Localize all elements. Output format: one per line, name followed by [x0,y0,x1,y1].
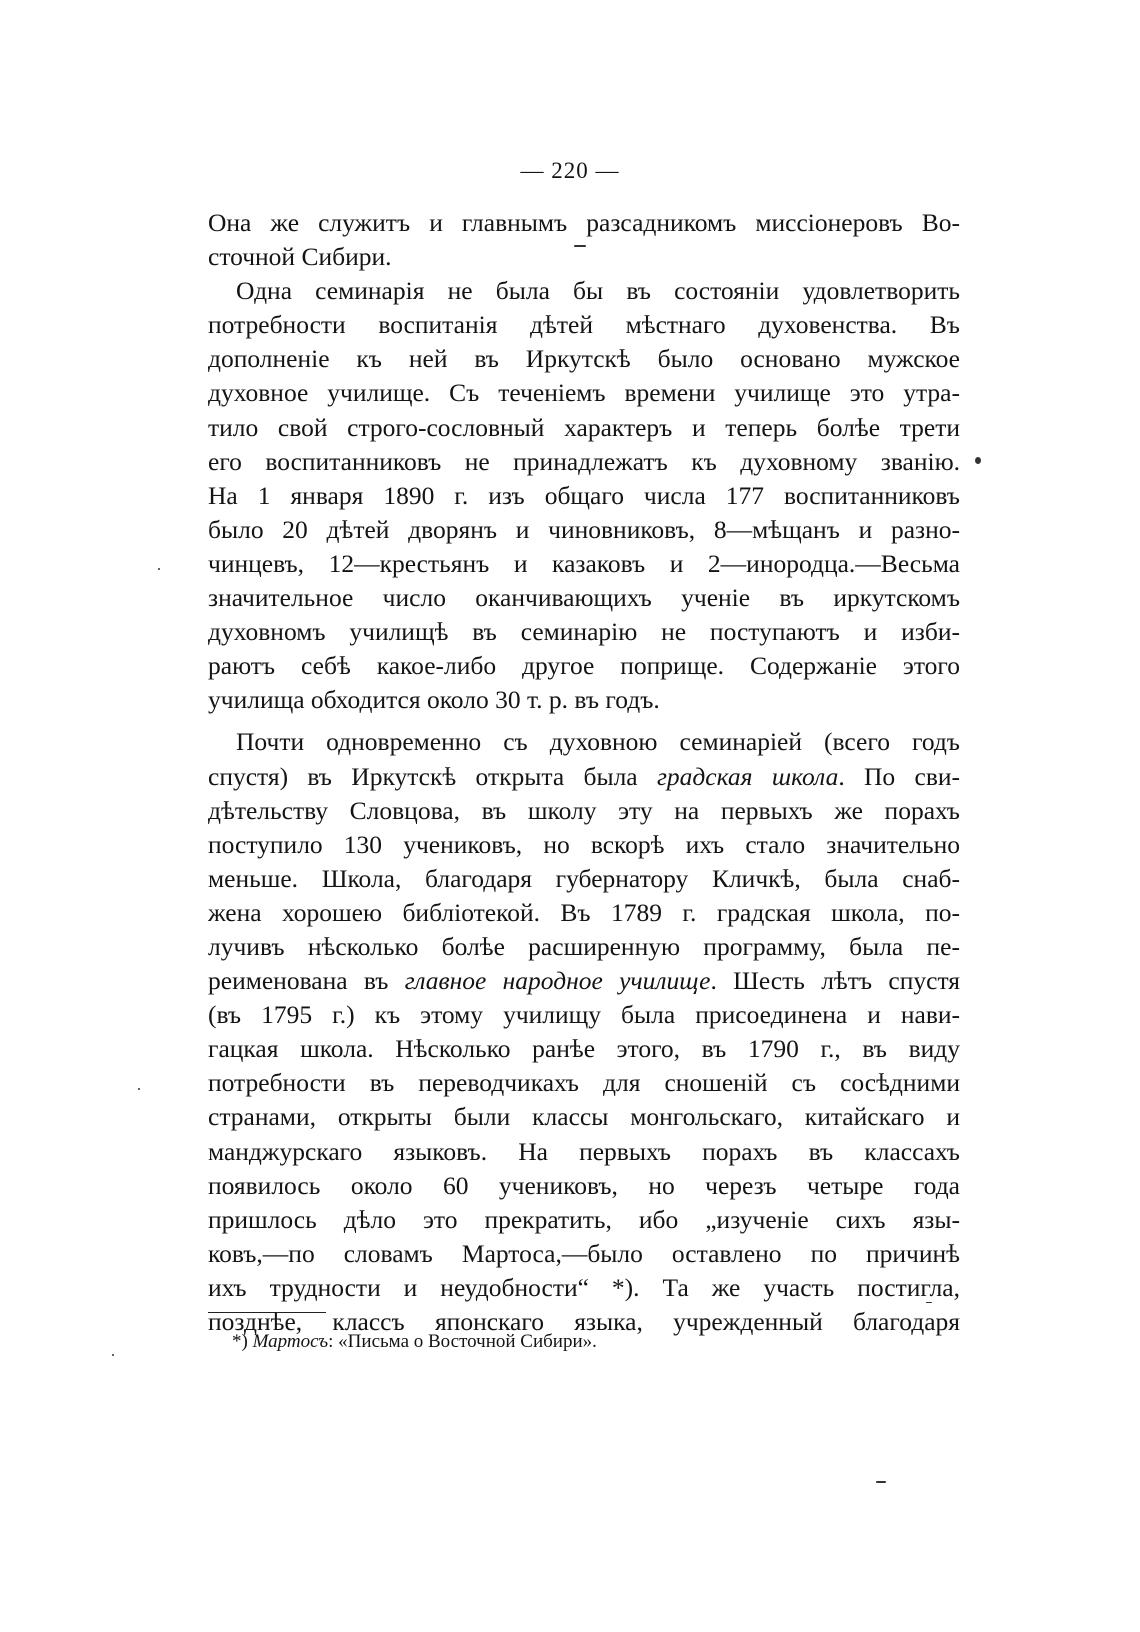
text-line: его воспитанниковъ не принадлежатъ къ духовному званію. [208,446,960,476]
text-line: училища обходится около 30 т. р. въ годъ. [208,685,660,715]
italic-term: градская школа [656,761,839,791]
text-line: ковъ,—по словамъ Мартоса,—было оставлено по причинѣ [208,1238,960,1268]
footnote-divider [208,1312,326,1313]
text-line: лучивъ нѣсколько болѣе расширенную программу, была пе- [208,931,960,961]
footnote-text: : «Письма о Восточной Сибири». [328,1331,597,1352]
text-line: (въ 1795 г.) къ этому училищу была присоединена и нави- [208,1000,960,1030]
text-line: Одна семинарія не была бы въ состояніи удовлетворить [236,276,960,306]
speck [975,457,981,464]
footnote-mark: *) [232,1331,248,1352]
speck [158,568,160,570]
text-line: реименована въ главное народное училище. Шесть лѣтъ спустя [208,966,960,996]
text-line: дополненіе къ ней въ Иркутскѣ было основано мужское [208,344,960,374]
text-line: ихъ трудности и неудобности“ *). Та же участь постигла, [208,1272,960,1302]
text-line: появилось около 60 учениковъ, но черезъ четыре года [208,1170,960,1200]
text-line: позднѣе, классъ японскаго языка, учрежденный благодаря [208,1307,960,1336]
text-line: пришлось дѣло это прекратить, ибо „изученіе сихъ язы- [208,1204,960,1234]
text-line: дѣтельству Словцова, въ школу эту на первыхъ же порахъ [208,795,960,825]
text-line: странами, открыты были классы монгольскаго, китайскаго и [208,1102,960,1132]
text-line: Почти одновременно съ духовною семинаріей (всего годъ [236,727,960,757]
text-line: жена хорошею библіотекой. Въ 1789 г. градская школа, по- [208,897,960,927]
speck [574,245,586,247]
text-line: поступило 130 учениковъ, но вскорѣ ихъ стало значительно [208,829,960,859]
text-line: значительное число оканчивающихъ ученіе въ иркутскомъ [208,583,960,613]
italic-term: главное народное училище [404,966,711,996]
body-text [208,206,960,1339]
text-line: меньше. Школа, благодаря губернатору Кличкѣ, была снаб- [208,863,960,893]
footnote-author: Мартосъ [252,1331,329,1352]
text-line: спустя) въ Иркутскѣ открыта была градская школа. По сви- [208,761,960,791]
text-line: Она же служитъ и главнымъ разсадникомъ миссіонеровъ Во- [208,208,960,237]
speck [926,1302,932,1303]
speck [876,1481,886,1483]
text-line: потребности въ переводчикахъ для сношеній съ сосѣдними [208,1068,960,1098]
text-line: духовномъ училищѣ въ семинарію не поступаютъ и изби- [208,617,960,647]
text-line: гацкая школа. Нѣсколько ранѣе этого, въ 1790 г., въ виду [208,1034,960,1064]
text-line: потребности воспитанія дѣтей мѣстнаго духовенства. Въ [208,310,960,340]
text-line: манджурскаго языковъ. На первыхъ порахъ въ классахъ [208,1136,960,1166]
footnote [232,1331,597,1353]
page-number: — 220 — [520,158,620,183]
text-line: чинцевъ, 12—крестьянъ и казаковъ и 2—инородца.—Весьма [208,548,960,578]
speck [138,1088,140,1090]
speck [112,1354,114,1356]
text-line: было 20 дѣтей дворянъ и чиновниковъ, 8—мѣщанъ и разно- [208,514,960,544]
text-line: На 1 января 1890 г. изъ общаго числа 177 воспитанниковъ [208,480,960,510]
text-line: сточной Сибири. [208,242,392,272]
text-line: тило свой строго-сословный характеръ и теперь болѣе трети [208,412,960,442]
text-line: раютъ себѣ какое-либо другое поприще. Содержаніе этого [208,651,960,681]
text-line: духовное училище. Съ теченіемъ времени училище это утра- [208,378,960,408]
